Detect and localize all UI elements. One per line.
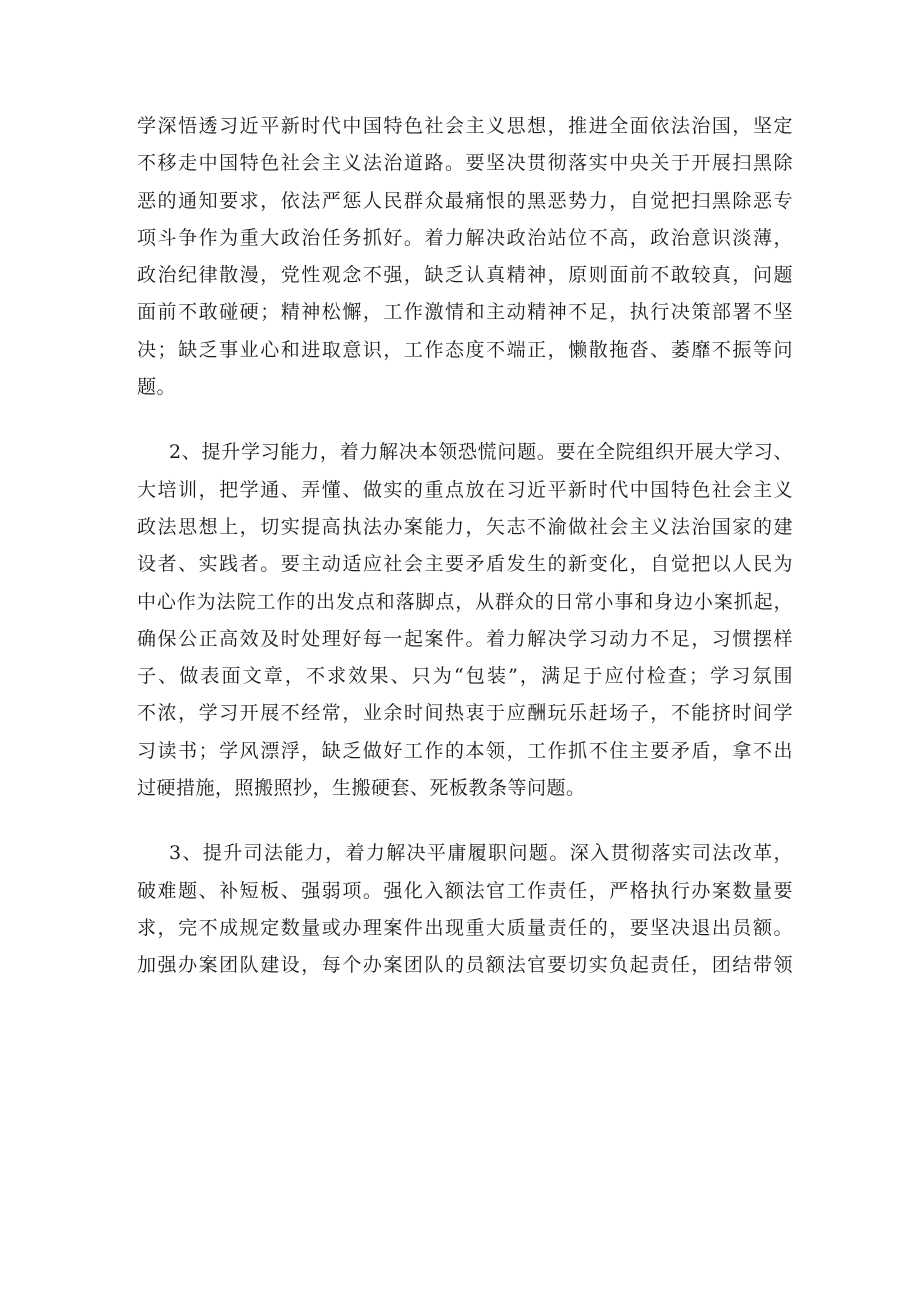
text-line: 求，完不成规定数量或办理案件出现重大质量责任的，要坚决退出员额。: [137, 916, 793, 939]
text-line: 恶的通知要求，依法严惩人民群众最痛恨的黑恶势力，自觉把扫黑除恶专: [137, 189, 793, 212]
text-line: 学深悟透习近平新时代中国特色社会主义思想，推进全面依法治国，坚定: [137, 115, 793, 137]
text-line: 2、提升学习能力，着力解决本领恐慌问题。要在全院组织开展大学习、: [169, 441, 793, 464]
text-line: 设者、实践者。要主动适应社会主要矛盾发生的新变化，自觉把以人民为: [137, 553, 793, 576]
text-line: 中心作为法院工作的出发点和落脚点，从群众的日常小事和身边小案抓起，: [137, 590, 793, 613]
text-line: 过硬措施，照搬照抄，生搬硬套、死板教条等问题。: [137, 777, 586, 800]
text-line: 不移走中国特色社会主义法治道路。要坚决贯彻落实中央关于开展扫黑除: [137, 152, 793, 175]
text-line: 确保公正高效及时处理好每一起案件。着力解决学习动力不足，习惯摆样: [137, 627, 793, 650]
text-line: 题。: [137, 376, 177, 399]
paragraph-continuation: [137, 108, 793, 406]
paragraph-item-2: [137, 434, 793, 807]
paragraph-item-3: [137, 835, 793, 984]
text-line: 不浓，学习开展不经常，业余时间热衷于应酬玩乐赶场子，不能挤时间学: [137, 702, 793, 725]
text-line: 子、做表面文章，不求效果、只为“包装”，满足于应付检查；学习氛围: [137, 665, 793, 688]
text-line: 面前不敢碰硬；精神松懈，工作激情和主动精神不足，执行决策部署不坚: [137, 301, 793, 324]
text-line: 习读书；学风漂浮，缺乏做好工作的本领，工作抓不住主要矛盾，拿不出: [137, 739, 793, 762]
text-line: 政法思想上，切实提高执法办案能力，矢志不渝做社会主义法治国家的建: [137, 515, 793, 538]
text-line: 政治纪律散漫，党性观念不强，缺乏认真精神，原则面前不敢较真，问题: [137, 264, 793, 287]
text-line: 破难题、补短板、强弱项。强化入额法官工作责任，严格执行办案数量要: [137, 879, 793, 902]
text-line: 决；缺乏事业心和进取意识，工作态度不端正，懒散拖沓、萎靡不振等问: [137, 338, 793, 361]
text-line: 加强办案团队建设，每个办案团队的员额法官要切实负起责任，团结带领: [137, 954, 793, 977]
text-line: 大培训，把学通、弄懂、做实的重点放在习近平新时代中国特色社会主义: [137, 478, 793, 501]
text-line: 3、提升司法能力，着力解决平庸履职问题。深入贯彻落实司法改革，: [169, 842, 793, 865]
document-body: [137, 108, 793, 985]
text-line: 项斗争作为重大政治任务抓好。着力解决政治站位不高，政治意识淡薄，: [137, 226, 793, 249]
